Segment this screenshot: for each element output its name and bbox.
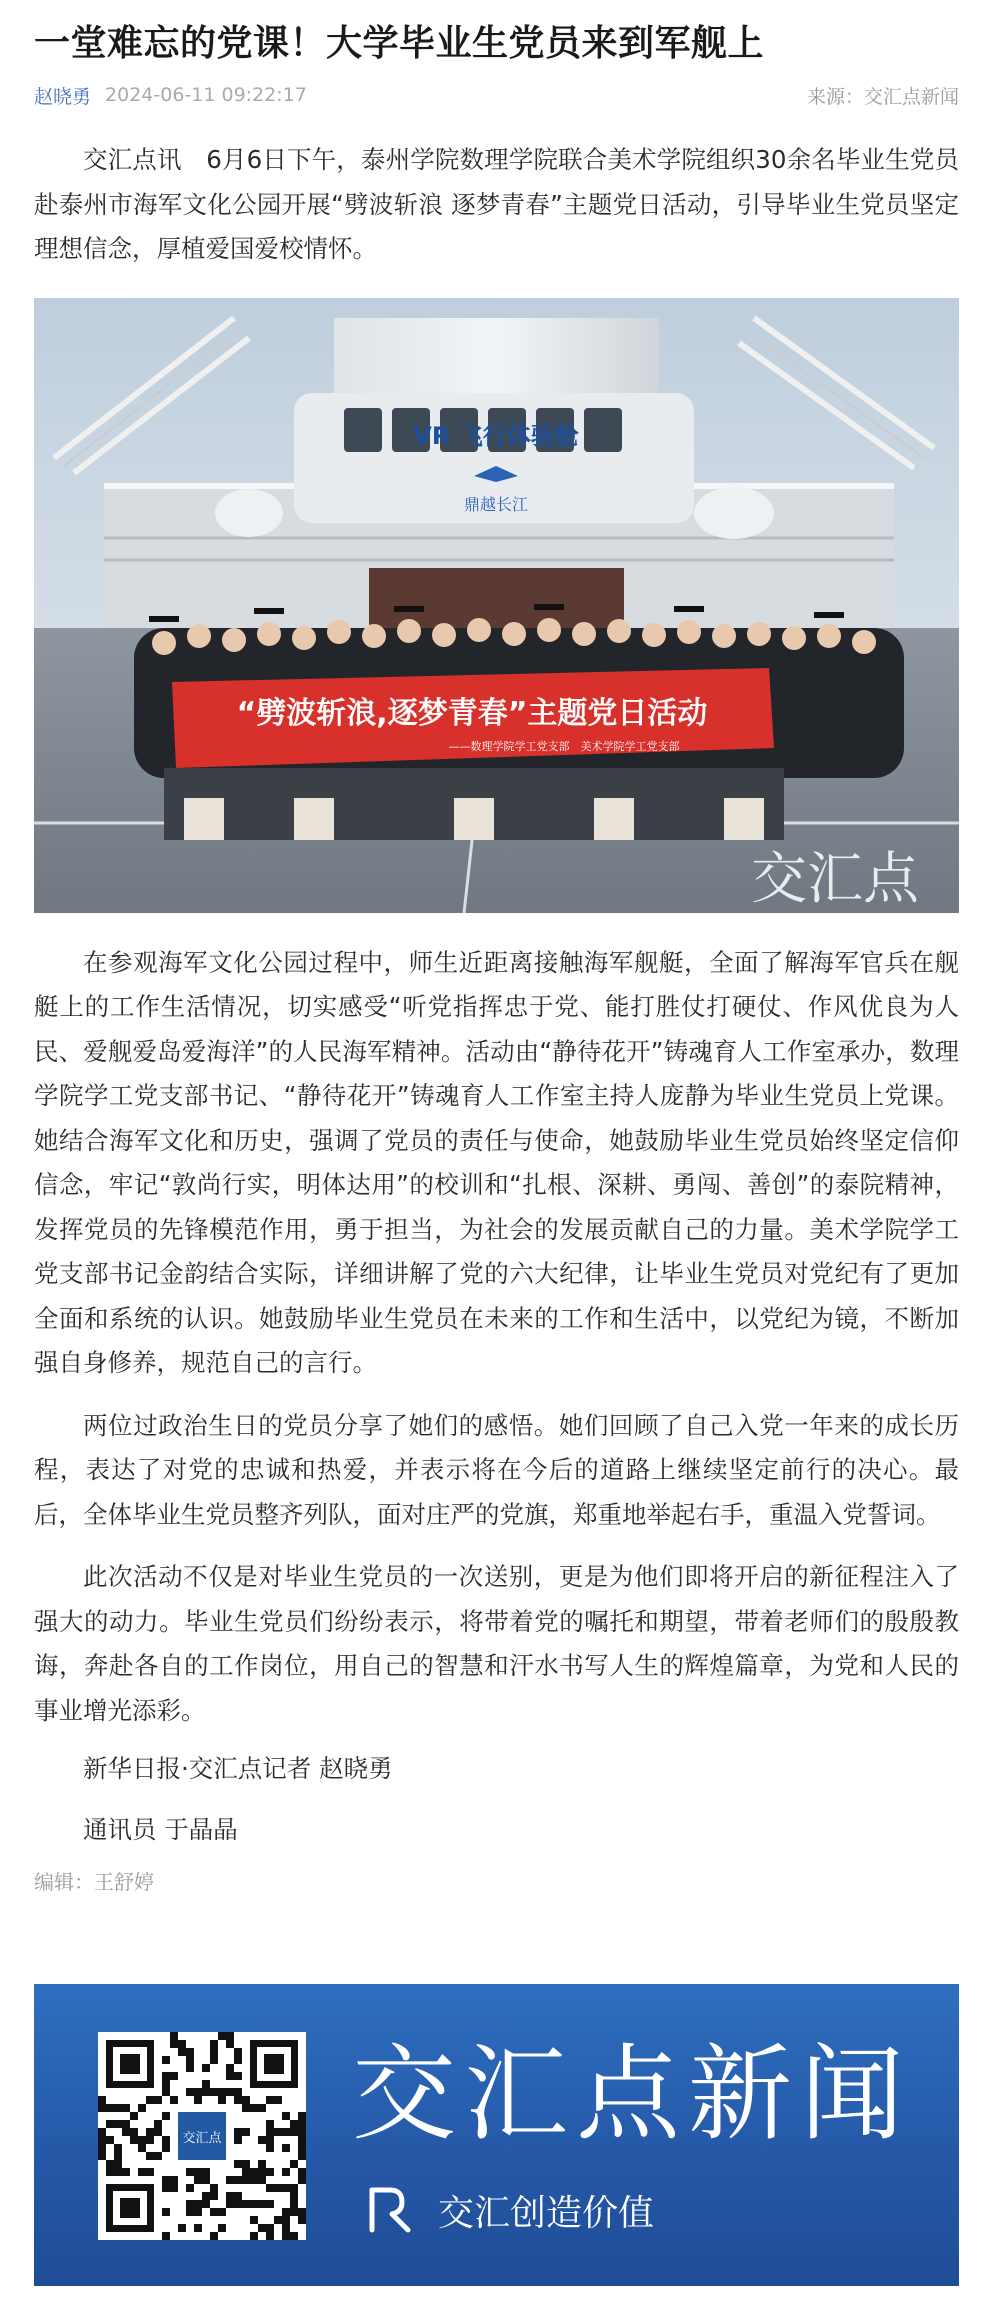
author-link[interactable]: 赵晓勇 — [34, 85, 92, 108]
app-promo-banner[interactable] — [34, 1984, 959, 2286]
ship-deck-graphic — [34, 298, 959, 913]
brand-logo-icon — [364, 2184, 416, 2236]
event-banner-title: “劈波斩浪,逐梦青春”主题党日活动 — [236, 695, 708, 731]
body-paragraph: 在参观海军文化公园过程中，师生近距离接触海军舰艇，全面了解海军官兵在舰艇上的工作生活情况，切实感受“听党指挥忠于党、能打胜仗打硬仗、作风优良为人民、爱舰爱岛爱海洋”的人民海军精神。活动由“静待花开”铸魂育人工作室承办，数理学院学工党支部书记、“静待花开”铸魂育人工作室主持人庞静为毕业生党员上党课。她结合海军文化和历史，强调了党员的责任与使命，她鼓励毕业生党员始终坚定信仰信念，牢记“敦尚行实，明体达用”的校训和“扎根、深耕、勇闯、善创”的泰院精神，发挥党员的先锋模范作用，勇于担当，为社会的发展贡献自己的力量。美术学院学工党支部书记金韵结合实际，详细讲解了党的六大纪律，让毕业生党员对党纪有了更加全面和系统的认识。她鼓励毕业生党员在未来的工作和生活中，以党纪为镜，不断加强自身修养，规范自己的言行。 — [34, 947, 959, 1377]
slogan — [364, 2180, 654, 2240]
article-title: 一堂难忘的党课！大学毕业生党员来到军舰上 — [34, 23, 765, 64]
ship-name-text: 鼎越长江 — [463, 494, 529, 514]
news-photo — [34, 298, 959, 913]
body-paragraph: 此次活动不仅是对毕业生党员的一次送别，更是为他们即将开启的新征程注入了强大的动力。毕业生党员们纷纷表示，将带着党的嘱托和期望，带着老师们的殷殷教诲，奔赴各自的工作岗位，用自己的智慧和汗水书写人生的辉煌篇章，为党和人民的事业增光添彩。 — [34, 1562, 959, 1725]
publish-time: 2024-06-11 09:22:17 — [105, 84, 307, 106]
source-label: 来源：交汇点新闻 — [806, 85, 959, 108]
qr-center-logo: 交汇点 — [182, 2131, 222, 2146]
intro-paragraph: 交汇点讯 6月6日下午，泰州学院数理学院联合美术学院组织30余名毕业生党员赴泰州市海军文化公园开展“劈波斩浪 逐梦青春”主题党日活动，引导毕业生党员坚定理想信念，厚植爱国爱校情怀。 — [34, 145, 959, 263]
body-paragraph: 两位过政治生日的党员分享了她们的感悟。她们回顾了自己入党一年来的成长历程，表达了对党的忠诚和热爱，并表示将在今后的道路上继续坚定前行的决心。最后，全体毕业生党员整齐列队，面对庄严的党旗，郑重地举起右手，重温入党誓词。 — [34, 1410, 959, 1529]
photo-watermark: 交汇点 — [751, 846, 919, 912]
event-banner-subtitle: ——数理学院学工党支部 美术学院学工党支部 — [448, 739, 680, 753]
article — [34, 18, 959, 1900]
correspondent-credit: 通讯员 于晶晶 — [83, 1814, 238, 1844]
qr-code[interactable] — [98, 2032, 306, 2240]
slogan-text: 交汇创造价值 — [438, 2192, 655, 2234]
editor-credit: 编辑：王舒婷 — [34, 1870, 154, 1894]
article-meta — [34, 80, 959, 110]
bridge-sign-text: VR 飞行体验舱 — [413, 421, 579, 450]
reporter-credit: 新华日报·交汇点记者 赵晓勇 — [83, 1754, 393, 1783]
brand-title: 交汇点新闻 — [352, 2033, 913, 2155]
